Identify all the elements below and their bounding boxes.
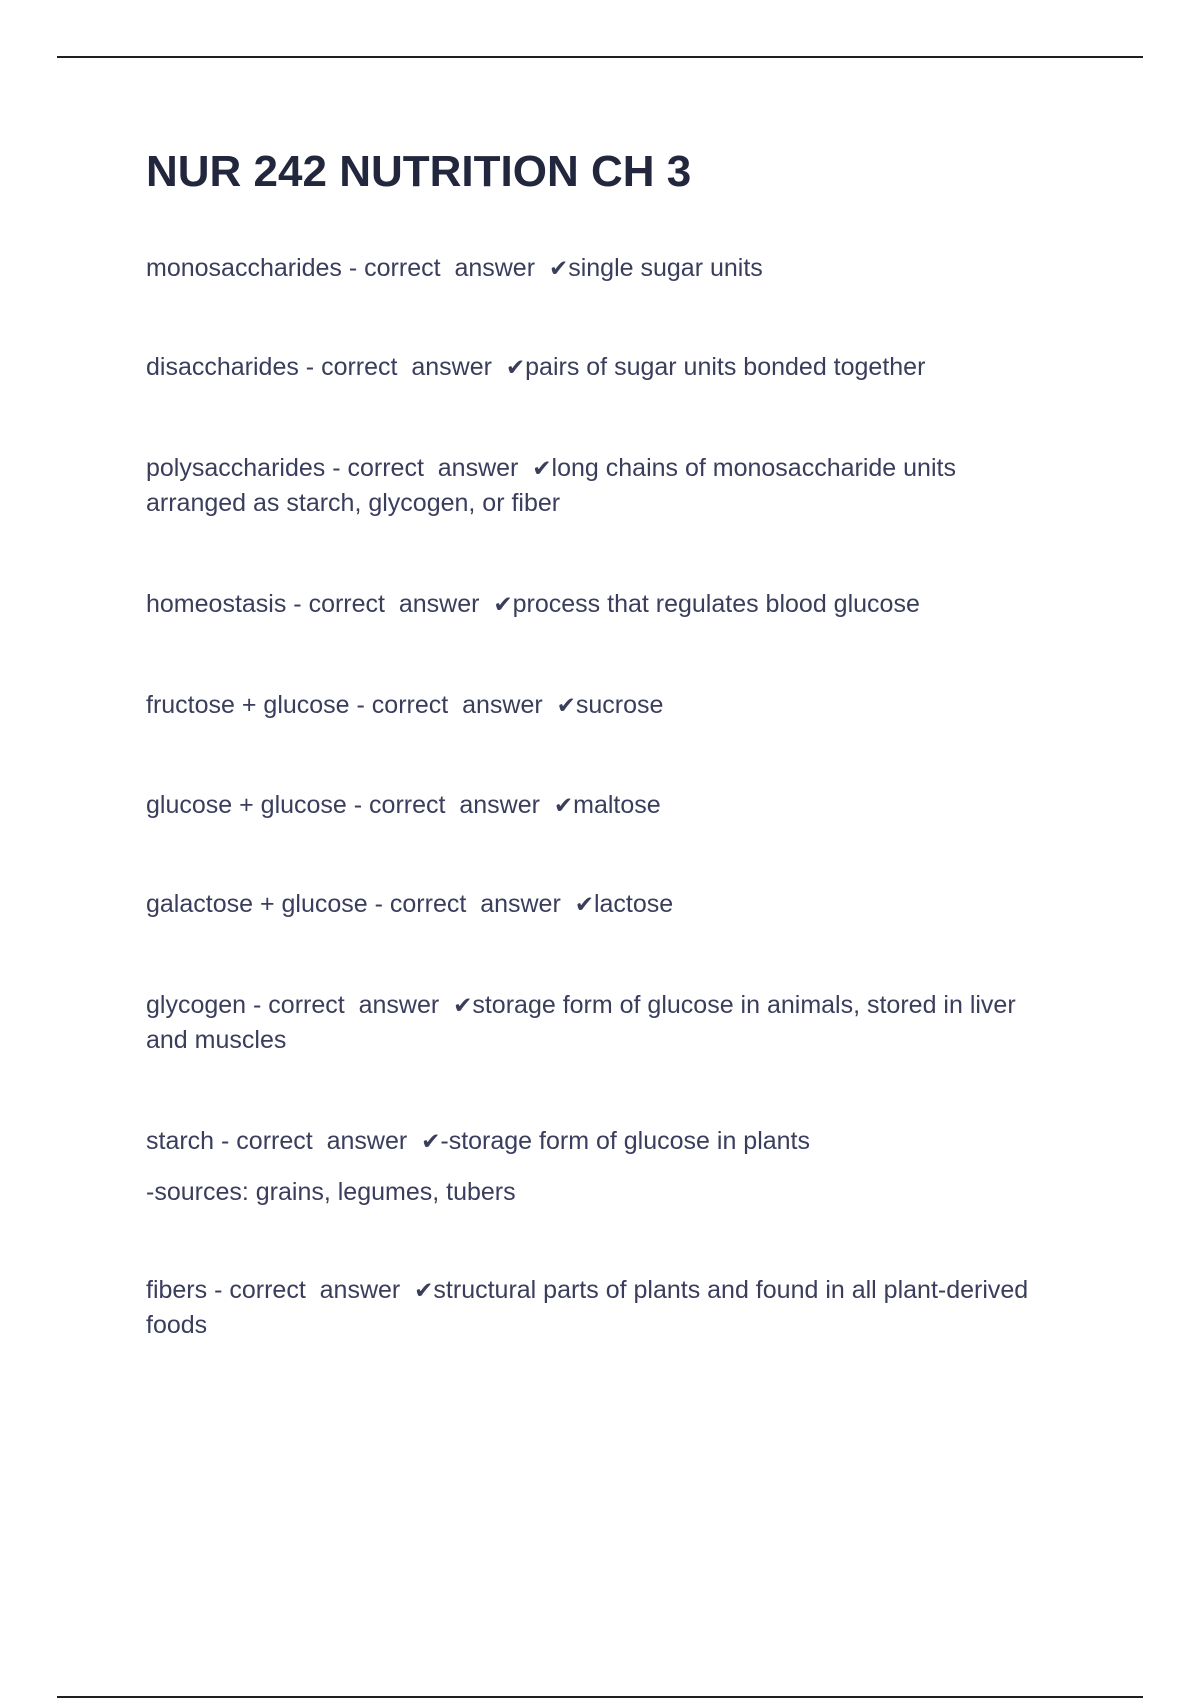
check-icon: ✔ [414,1278,434,1304]
entry-term: polysaccharides [146,454,326,482]
check-icon: ✔ [493,592,513,618]
entry-term: glucose + glucose [146,791,347,819]
entry-answer: structural parts of plants and found in all plant-derived foods [146,1276,1029,1339]
check-icon: ✔ [553,793,574,819]
entry-answer-prefix: - correct answer [325,454,533,482]
entry-term: fructose + glucose [146,691,350,719]
flashcard-entry [146,887,1056,922]
entry-answer-prefix: - correct answer [214,1127,422,1155]
check-icon: ✔ [556,693,576,719]
flashcard-entry [146,451,1056,520]
entry-answer: single sugar units [568,254,763,282]
flashcard-entry [146,350,1056,385]
entry-term: galactose + glucose [146,890,368,918]
entry-answer-prefix: - correct answer [246,991,454,1019]
entry-answer: storage form of glucose in animals, stored in liver and muscles [146,991,1016,1054]
flashcard-entry [146,788,1056,823]
check-icon: ✔ [505,355,526,381]
check-icon: ✔ [574,892,594,918]
entry-answer-prefix: - correct answer [367,890,575,918]
entry-answer-prefix: - correct answer [286,590,494,618]
flashcard-entry [146,688,1056,723]
flashcard-entry [146,1273,1056,1342]
flashcard-entry [146,988,1056,1057]
entry-answer-prefix: - correct answer [298,353,506,381]
entry-answer-prefix: - correct answer [346,791,554,819]
entry-answer: sucrose [575,691,664,719]
entry-term: disaccharides [146,353,299,381]
entry-term: starch [146,1127,215,1155]
check-icon: ✔ [532,456,552,482]
entry-answer: lactose [593,890,674,918]
entry-term: glycogen [146,991,247,1019]
check-icon: ✔ [548,256,569,282]
entry-answer-prefix: - correct answer [207,1276,415,1304]
flashcard-entry [146,587,1056,622]
entry-answer: -storage form of glucose in plants [440,1127,811,1155]
entry-term: monosaccharides [146,254,342,282]
top-rule [57,56,1143,58]
check-icon: ✔ [453,993,473,1019]
entry-term: homeostasis [146,590,287,618]
entry-answer-prefix: - correct answer [349,691,557,719]
flashcard-entry [146,1124,1056,1209]
entry-answer: maltose [573,791,661,819]
page-title: NUR 242 NUTRITION CH 3 [146,147,692,196]
entry-answer: process that regulates blood glucose [512,590,920,618]
bottom-rule [57,1696,1143,1698]
entry-answer: pairs of sugar units bonded together [525,353,926,381]
entry-answer-prefix: - correct answer [341,254,549,282]
check-icon: ✔ [421,1129,441,1155]
flashcard-entry [146,251,1056,286]
entry-answer-extra: -sources: grains, legumes, tubers [146,1178,516,1206]
entry-term: fibers [146,1276,208,1304]
entry-answer: long chains of monosaccharide units arranged as starch, glycogen, or fiber [146,454,956,517]
